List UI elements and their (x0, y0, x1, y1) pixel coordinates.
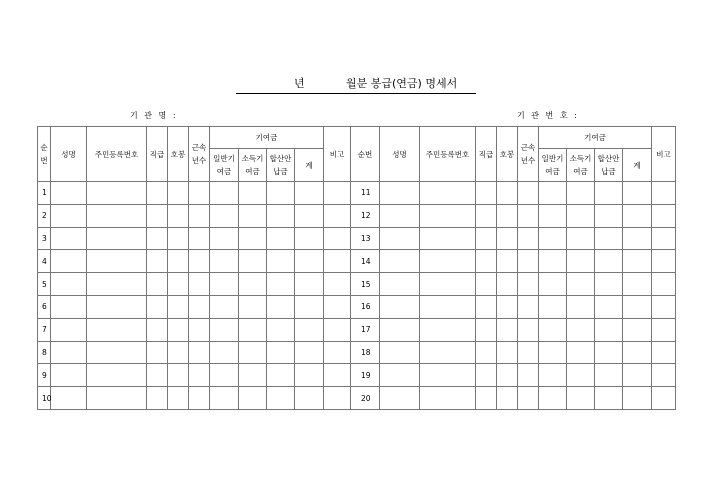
table-cell[interactable] (267, 318, 295, 341)
header-remarks: 비고 (324, 127, 351, 182)
header-name: 성명 (51, 127, 87, 182)
table-cell[interactable] (168, 364, 189, 387)
table-cell[interactable] (420, 250, 476, 273)
table-cell[interactable] (380, 341, 420, 364)
table-cell[interactable] (189, 273, 210, 296)
row-seq-right: 15 (351, 273, 380, 296)
table-cell[interactable] (539, 318, 567, 341)
row-seq-left: 3 (38, 227, 51, 250)
table-cell[interactable] (210, 364, 239, 387)
table-cell[interactable] (518, 227, 539, 250)
table-cell[interactable] (168, 341, 189, 364)
table-cell[interactable] (147, 204, 168, 227)
table-cell[interactable] (539, 341, 567, 364)
table-cell[interactable] (295, 341, 324, 364)
table-cell[interactable] (595, 182, 623, 205)
header-step-right: 호봉 (497, 127, 518, 182)
table-cell[interactable] (295, 273, 324, 296)
table-cell[interactable] (497, 295, 518, 318)
table-cell[interactable] (652, 295, 676, 318)
document-title (236, 73, 476, 94)
header-remarks-right: 비고 (652, 127, 676, 182)
table-cell[interactable] (87, 364, 147, 387)
table-row (38, 364, 676, 387)
table-cell[interactable] (420, 182, 476, 205)
table-cell[interactable] (623, 204, 652, 227)
table-cell[interactable] (497, 364, 518, 387)
table-cell[interactable] (518, 273, 539, 296)
table-cell[interactable] (51, 227, 87, 250)
table-cell[interactable] (147, 295, 168, 318)
table-cell[interactable] (87, 387, 147, 410)
table-cell[interactable] (518, 341, 539, 364)
table-cell[interactable] (420, 387, 476, 410)
table-cell[interactable] (267, 273, 295, 296)
table-cell[interactable] (189, 341, 210, 364)
table-cell[interactable] (210, 318, 239, 341)
table-cell[interactable] (539, 250, 567, 273)
header-resident-no: 주민등록번호 (87, 127, 147, 182)
header-combined: 합산안 납금 (267, 149, 295, 182)
table-cell[interactable] (380, 204, 420, 227)
table-cell[interactable] (497, 273, 518, 296)
table-cell[interactable] (420, 341, 476, 364)
table-cell[interactable] (168, 227, 189, 250)
table-cell[interactable] (652, 364, 676, 387)
table-cell[interactable] (210, 295, 239, 318)
table-cell[interactable] (51, 273, 87, 296)
table-cell[interactable] (239, 318, 267, 341)
header-resident-no-right: 주민등록번호 (420, 127, 476, 182)
table-cell[interactable] (168, 295, 189, 318)
table-cell[interactable] (51, 318, 87, 341)
table-cell[interactable] (295, 318, 324, 341)
row-seq-left: 8 (38, 341, 51, 364)
table-cell[interactable] (567, 250, 595, 273)
table-row (38, 318, 676, 341)
table-cell[interactable] (497, 341, 518, 364)
table-cell[interactable] (567, 364, 595, 387)
table-cell[interactable] (476, 387, 497, 410)
row-seq-right: 20 (351, 387, 380, 410)
table-cell[interactable] (497, 182, 518, 205)
table-cell[interactable] (267, 250, 295, 273)
row-seq-right: 11 (351, 182, 380, 205)
table-cell[interactable] (267, 204, 295, 227)
table-cell[interactable] (239, 364, 267, 387)
row-seq-left: 10 (38, 387, 51, 410)
table-cell[interactable] (147, 182, 168, 205)
table-cell[interactable] (476, 273, 497, 296)
agency-number-label: 기 관 번 호 : (517, 111, 579, 120)
table-cell[interactable] (87, 295, 147, 318)
table-cell[interactable] (147, 387, 168, 410)
row-seq-left: 2 (38, 204, 51, 227)
table-cell[interactable] (51, 295, 87, 318)
table-cell[interactable] (147, 250, 168, 273)
table-cell[interactable] (147, 273, 168, 296)
table-cell[interactable] (87, 227, 147, 250)
table-cell[interactable] (51, 204, 87, 227)
table-cell[interactable] (567, 182, 595, 205)
table-cell[interactable] (567, 204, 595, 227)
table-cell[interactable] (189, 364, 210, 387)
table-cell[interactable] (595, 273, 623, 296)
table-cell[interactable] (539, 295, 567, 318)
table-row (38, 182, 676, 205)
table-cell[interactable] (168, 204, 189, 227)
table-cell[interactable] (51, 250, 87, 273)
row-seq-left: 5 (38, 273, 51, 296)
table-cell[interactable] (51, 341, 87, 364)
table-cell[interactable] (652, 318, 676, 341)
table-cell[interactable] (380, 295, 420, 318)
table-cell[interactable] (595, 250, 623, 273)
table-cell[interactable] (380, 227, 420, 250)
table-cell[interactable] (567, 318, 595, 341)
table-cell[interactable] (239, 227, 267, 250)
table-cell[interactable] (518, 295, 539, 318)
table-cell[interactable] (267, 364, 295, 387)
table-cell[interactable] (476, 204, 497, 227)
table-cell[interactable] (623, 295, 652, 318)
table-cell[interactable] (380, 273, 420, 296)
table-cell[interactable] (595, 204, 623, 227)
table-row (38, 273, 676, 296)
table-cell[interactable] (239, 273, 267, 296)
header-seq: 순 번 (38, 127, 51, 182)
table-cell[interactable] (239, 387, 267, 410)
table-cell[interactable] (239, 204, 267, 227)
table-cell[interactable] (595, 227, 623, 250)
table-cell[interactable] (497, 318, 518, 341)
table-cell[interactable] (652, 227, 676, 250)
table-cell[interactable] (652, 341, 676, 364)
table-cell[interactable] (518, 204, 539, 227)
table-cell[interactable] (51, 387, 87, 410)
table-cell[interactable] (239, 341, 267, 364)
table-cell[interactable] (147, 318, 168, 341)
table-cell[interactable] (87, 341, 147, 364)
table-cell[interactable] (295, 182, 324, 205)
row-seq-left: 9 (38, 364, 51, 387)
header-grade: 직급 (147, 127, 168, 182)
table-cell[interactable] (476, 341, 497, 364)
table-cell[interactable] (147, 227, 168, 250)
header-grade-right: 직급 (476, 127, 497, 182)
table-cell[interactable] (147, 364, 168, 387)
table-cell[interactable] (595, 341, 623, 364)
table-cell[interactable] (295, 250, 324, 273)
title-year-suffix: 년 (294, 77, 305, 90)
header-combined-right: 합산안 납금 (595, 149, 623, 182)
row-seq-right: 16 (351, 295, 380, 318)
table-cell[interactable] (210, 341, 239, 364)
table-cell[interactable] (210, 227, 239, 250)
table-cell[interactable] (87, 204, 147, 227)
table-cell[interactable] (476, 182, 497, 205)
table-cell[interactable] (623, 250, 652, 273)
table-cell[interactable] (497, 250, 518, 273)
table-cell[interactable] (324, 273, 351, 296)
row-seq-left: 1 (38, 182, 51, 205)
header-total: 계 (295, 149, 324, 182)
table-cell[interactable] (652, 273, 676, 296)
header-tenure-right: 근속 년수 (518, 127, 539, 182)
table-cell[interactable] (295, 227, 324, 250)
row-seq-left: 4 (38, 250, 51, 273)
header-retro-right: 소득기 여금 (567, 149, 595, 182)
table-cell[interactable] (324, 204, 351, 227)
table-cell[interactable] (51, 182, 87, 205)
table-cell[interactable] (595, 364, 623, 387)
table-row (38, 387, 676, 410)
table-cell[interactable] (539, 387, 567, 410)
table-cell[interactable] (623, 318, 652, 341)
table-cell[interactable] (210, 182, 239, 205)
table-cell[interactable] (476, 295, 497, 318)
table-cell[interactable] (189, 182, 210, 205)
header-seq-right: 순번 (351, 127, 380, 182)
table-cell[interactable] (267, 341, 295, 364)
table-cell[interactable] (623, 341, 652, 364)
table-cell[interactable] (324, 182, 351, 205)
table-cell[interactable] (652, 204, 676, 227)
table-cell[interactable] (239, 250, 267, 273)
row-seq-left: 6 (38, 295, 51, 318)
table-cell[interactable] (539, 204, 567, 227)
table-cell[interactable] (189, 204, 210, 227)
table-cell[interactable] (420, 318, 476, 341)
table-cell[interactable] (518, 182, 539, 205)
table-row (38, 227, 676, 250)
table-cell[interactable] (324, 227, 351, 250)
table-cell[interactable] (324, 318, 351, 341)
table-cell[interactable] (295, 364, 324, 387)
row-seq-right: 18 (351, 341, 380, 364)
row-seq-right: 14 (351, 250, 380, 273)
table-cell[interactable] (267, 387, 295, 410)
table-cell[interactable] (267, 182, 295, 205)
table-cell[interactable] (168, 250, 189, 273)
table-cell[interactable] (168, 318, 189, 341)
table-cell[interactable] (476, 227, 497, 250)
table-cell[interactable] (476, 364, 497, 387)
header-general: 일반기 여금 (210, 149, 239, 182)
table-cell[interactable] (380, 364, 420, 387)
table-cell[interactable] (324, 295, 351, 318)
header-contribution: 기여금 (210, 127, 324, 149)
header-name-right: 성명 (380, 127, 420, 182)
title-main: 월분 봉급(연금) 명세서 (346, 77, 458, 90)
table-cell[interactable] (567, 387, 595, 410)
table-cell[interactable] (380, 387, 420, 410)
table-cell[interactable] (652, 387, 676, 410)
table-cell[interactable] (595, 318, 623, 341)
header-retro: 소득기 여금 (239, 149, 267, 182)
table-cell[interactable] (539, 182, 567, 205)
row-seq-right: 12 (351, 204, 380, 227)
table-cell[interactable] (595, 387, 623, 410)
row-seq-right: 19 (351, 364, 380, 387)
table-cell[interactable] (420, 204, 476, 227)
table-cell[interactable] (295, 295, 324, 318)
table-cell[interactable] (147, 341, 168, 364)
table-cell[interactable] (518, 364, 539, 387)
header-step: 호봉 (168, 127, 189, 182)
table-cell[interactable] (539, 227, 567, 250)
row-seq-right: 13 (351, 227, 380, 250)
salary-statement-table (37, 126, 676, 410)
table-cell[interactable] (595, 295, 623, 318)
table-cell[interactable] (539, 273, 567, 296)
table-cell[interactable] (567, 341, 595, 364)
header-total-right: 계 (623, 149, 652, 182)
header-contribution-right: 기여금 (539, 127, 652, 149)
table-cell[interactable] (168, 387, 189, 410)
table-cell[interactable] (87, 318, 147, 341)
table-cell[interactable] (497, 227, 518, 250)
table-body (38, 182, 676, 410)
table-cell[interactable] (623, 273, 652, 296)
table-cell[interactable] (210, 273, 239, 296)
table-row (38, 341, 676, 364)
table-cell[interactable] (420, 227, 476, 250)
table-cell[interactable] (267, 295, 295, 318)
table-cell[interactable] (380, 318, 420, 341)
table-cell[interactable] (623, 227, 652, 250)
table-cell[interactable] (324, 364, 351, 387)
table-cell[interactable] (623, 182, 652, 205)
table-cell[interactable] (623, 364, 652, 387)
table-row (38, 295, 676, 318)
table-cell[interactable] (324, 387, 351, 410)
table-cell[interactable] (518, 250, 539, 273)
table-cell[interactable] (189, 250, 210, 273)
table-cell[interactable] (518, 318, 539, 341)
header-tenure: 근속 년수 (189, 127, 210, 182)
table-cell[interactable] (210, 250, 239, 273)
table-row (38, 204, 676, 227)
table-cell[interactable] (420, 364, 476, 387)
table-row (38, 250, 676, 273)
table-cell[interactable] (652, 250, 676, 273)
table-cell[interactable] (189, 295, 210, 318)
table-cell[interactable] (239, 182, 267, 205)
header-general-right: 일반기 여금 (539, 149, 567, 182)
table-cell[interactable] (497, 387, 518, 410)
table-cell[interactable] (497, 204, 518, 227)
table-cell[interactable] (567, 227, 595, 250)
table-cell[interactable] (518, 387, 539, 410)
table-cell[interactable] (380, 250, 420, 273)
table-cell[interactable] (267, 227, 295, 250)
table-cell[interactable] (168, 273, 189, 296)
table-cell[interactable] (539, 364, 567, 387)
table-cell[interactable] (380, 182, 420, 205)
table-cell[interactable] (189, 227, 210, 250)
row-seq-left: 7 (38, 318, 51, 341)
table-cell[interactable] (567, 295, 595, 318)
table-cell[interactable] (476, 318, 497, 341)
table-cell[interactable] (476, 250, 497, 273)
table-cell[interactable] (168, 182, 189, 205)
table-cell[interactable] (420, 295, 476, 318)
table-cell[interactable] (210, 204, 239, 227)
table-cell[interactable] (324, 250, 351, 273)
table-cell[interactable] (87, 273, 147, 296)
table-cell[interactable] (239, 295, 267, 318)
table-cell[interactable] (210, 387, 239, 410)
table-cell[interactable] (295, 387, 324, 410)
table-cell[interactable] (567, 273, 595, 296)
row-seq-right: 17 (351, 318, 380, 341)
table-cell[interactable] (295, 204, 324, 227)
table-cell[interactable] (652, 182, 676, 205)
table-cell[interactable] (87, 250, 147, 273)
agency-name-label: 기 관 명 : (130, 111, 178, 120)
table-cell[interactable] (51, 364, 87, 387)
table-cell[interactable] (623, 387, 652, 410)
table-cell[interactable] (324, 341, 351, 364)
table-cell[interactable] (189, 318, 210, 341)
table-cell[interactable] (420, 273, 476, 296)
table-cell[interactable] (189, 387, 210, 410)
table-cell[interactable] (87, 182, 147, 205)
